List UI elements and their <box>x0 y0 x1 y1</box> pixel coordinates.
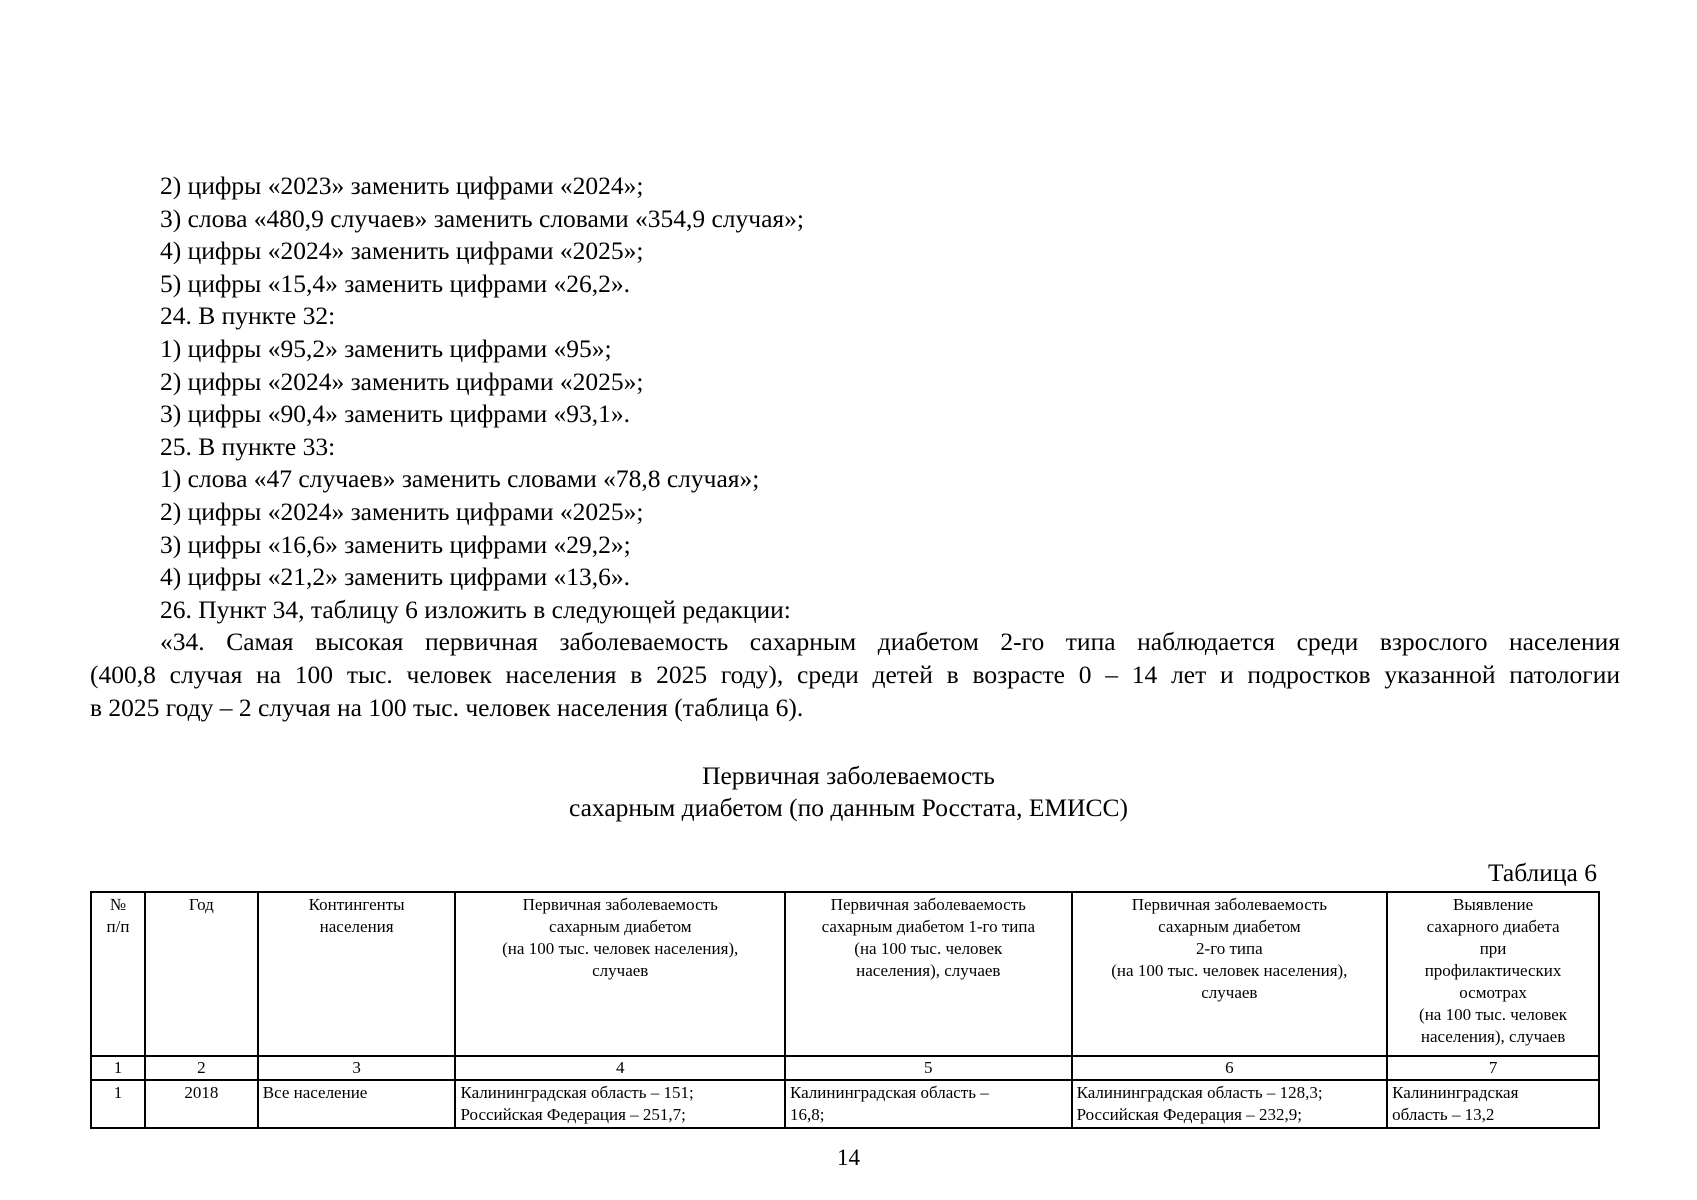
header-cell: Первичная заболеваемость сахарным диабетом (на 100 тыс. человек населения), случаев <box>455 892 785 1056</box>
column-index-cell: 2 <box>145 1056 258 1080</box>
contingent-cell: Все население <box>258 1080 456 1128</box>
column-index-cell: 7 <box>1387 1056 1599 1080</box>
amendment-line: 4) цифры «21,2» заменить цифрами «13,6». <box>160 562 631 592</box>
type2-incidence-cell: Калининградская область – 128,3; Российская Федерация – 232,9; <box>1072 1080 1388 1128</box>
screening-detection-cell: Калининградская область – 13,2 <box>1387 1080 1599 1128</box>
page-number: 14 <box>837 1145 860 1170</box>
header-cell: Выявление сахарного диабета при профилактических осмотрах (на 100 тыс. человек населения), случаев <box>1387 892 1599 1056</box>
header-cell: Контингенты населения <box>258 892 456 1056</box>
amendment-line: 5) цифры «15,4» заменить цифрами «26,2». <box>160 268 631 298</box>
amendment-line: 1) цифры «95,2» заменить цифрами «95»; <box>160 333 612 363</box>
amendment-line: 2) цифры «2023» заменить цифрами «2024»; <box>160 171 644 200</box>
amendment-text <box>90 170 1620 724</box>
quote-paragraph-line-3: в 2025 году – 2 случая на 100 тыс. человек населения (таблица 6). <box>90 692 804 722</box>
table-header-row <box>91 892 1599 1056</box>
quote-paragraph-line-1: «34. Самая высокая первичная заболеваемость сахарным диабетом 2-го типа наблюдается среди взрослого населения <box>160 627 1620 657</box>
header-cell: Первичная заболеваемость сахарным диабетом 2-го типа (на 100 тыс. человек населения), случаев <box>1072 892 1388 1056</box>
amendment-line: 3) слова «480,9 случаев» заменить словами «354,9 случая»; <box>160 203 804 233</box>
amendment-line: 3) цифры «16,6» заменить цифрами «29,2»; <box>160 529 631 559</box>
header-cell: Первичная заболеваемость сахарным диабетом 1-го типа (на 100 тыс. человек населения), случаев <box>785 892 1072 1056</box>
year-cell: 2018 <box>145 1080 258 1128</box>
amendment-line: 2) цифры «2024» заменить цифрами «2025»; <box>160 366 644 396</box>
column-index-cell: 1 <box>91 1056 145 1080</box>
amendment-line: 26. Пункт 34, таблицу 6 изложить в следующей редакции: <box>160 594 791 624</box>
incidence-table <box>90 891 1600 1129</box>
column-index-cell: 6 <box>1072 1056 1388 1080</box>
amendment-line: 25. В пункте 33: <box>160 431 336 461</box>
row-number-cell: 1 <box>91 1080 145 1128</box>
amendment-line: 1) слова «47 случаев» заменить словами «78,8 случая»; <box>160 464 760 494</box>
total-incidence-cell: Калининградская область – 151; Российская Федерация – 251,7; <box>455 1080 785 1128</box>
header-cell: Год <box>145 892 258 1056</box>
quote-paragraph-line-2: (400,8 случая на 100 тыс. человек населения в 2025 году), среди детей в возрасте 0 – 14 лет и подростков указанной патологии <box>90 659 1620 689</box>
amendment-line: 2) цифры «2024» заменить цифрами «2025»; <box>160 496 644 526</box>
amendment-line: 24. В пункте 32: <box>160 301 336 331</box>
amendment-line: 4) цифры «2024» заменить цифрами «2025»; <box>160 236 644 266</box>
caption-line-1: Первичная заболеваемость <box>702 761 995 790</box>
amendment-line: 3) цифры «90,4» заменить цифрами «93,1». <box>160 399 631 429</box>
type1-incidence-cell: Калининградская область – 16,8; <box>785 1080 1072 1128</box>
column-index-row <box>91 1056 1599 1080</box>
column-index-cell: 3 <box>258 1056 456 1080</box>
header-cell: № п/п <box>91 892 145 1056</box>
column-index-cell: 5 <box>785 1056 1072 1080</box>
caption-line-2: сахарным диабетом (по данным Росстата, ЕМИСС) <box>568 793 1129 822</box>
table-caption <box>0 760 1697 824</box>
column-index-cell: 4 <box>455 1056 785 1080</box>
table-number-label: Таблица 6 <box>1487 858 1597 887</box>
table-row <box>91 1080 1599 1128</box>
